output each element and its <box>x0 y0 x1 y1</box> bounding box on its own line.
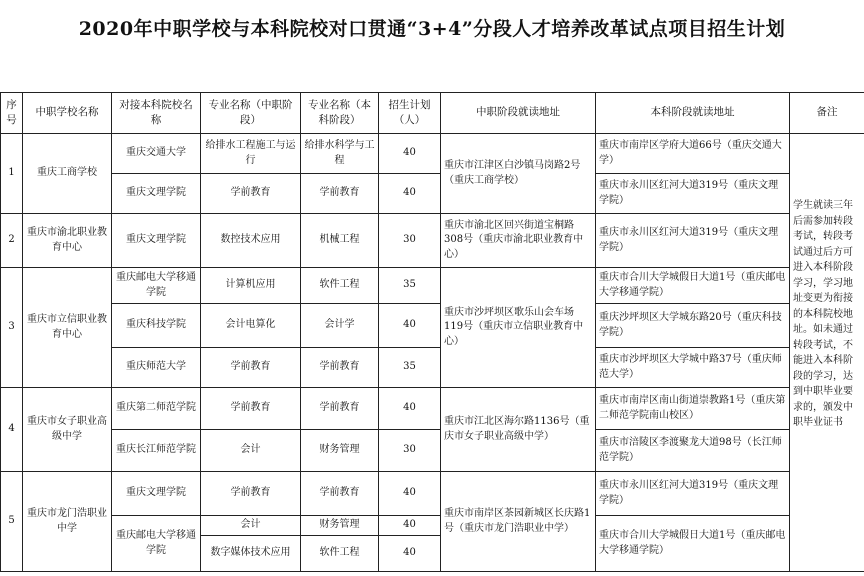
major-vocational-cell: 学前教育 <box>201 472 301 516</box>
university-cell: 重庆科技学院 <box>112 304 201 348</box>
seq-cell: 1 <box>1 134 23 214</box>
major-vocational-cell: 数字媒体技术应用 <box>201 536 301 572</box>
major-undergrad-cell: 软件工程 <box>301 536 379 572</box>
major-vocational-cell: 会计 <box>201 430 301 472</box>
major-vocational-cell: 学前教育 <box>201 174 301 214</box>
major-undergrad-cell: 学前教育 <box>301 388 379 430</box>
quota-cell: 40 <box>379 516 441 536</box>
address-undergrad-cell: 重庆市南岸区南山街道崇教路1号（重庆第二师范学院南山校区） <box>596 388 790 430</box>
address-vocational-cell: 重庆市江北区海尔路1136号（重庆市女子职业高级中学） <box>441 388 596 472</box>
table-row <box>1 348 864 388</box>
address-vocational-cell: 重庆市沙坪坝区歌乐山会车场119号（重庆市立信职业教育中心） <box>441 268 596 388</box>
header-address-undergrad: 本科阶段就读地址 <box>596 93 790 134</box>
table-row <box>1 472 864 516</box>
major-undergrad-cell: 学前教育 <box>301 472 379 516</box>
header-vocational-school: 中职学校名称 <box>23 93 112 134</box>
address-undergrad-cell: 重庆市永川区红河大道319号（重庆文理学院） <box>596 472 790 516</box>
quota-cell: 40 <box>379 536 441 572</box>
major-undergrad-cell: 学前教育 <box>301 348 379 388</box>
quota-cell: 40 <box>379 174 441 214</box>
header-quota: 招生计划（人） <box>379 93 441 134</box>
seq-cell: 5 <box>1 472 23 572</box>
school-cell: 重庆市女子职业高级中学 <box>23 388 112 472</box>
table-row <box>1 388 864 430</box>
major-vocational-cell: 会计 <box>201 516 301 536</box>
header-major-undergrad: 专业名称（本科阶段） <box>301 93 379 134</box>
seq-cell: 4 <box>1 388 23 472</box>
header-university: 对接本科院校名称 <box>112 93 201 134</box>
quota-cell: 40 <box>379 472 441 516</box>
quota-cell: 40 <box>379 134 441 174</box>
major-vocational-cell: 计算机应用 <box>201 268 301 304</box>
table-row <box>1 214 864 268</box>
header-seq: 序号 <box>1 93 23 134</box>
quota-cell: 35 <box>379 348 441 388</box>
quota-cell: 40 <box>379 304 441 348</box>
university-cell: 重庆文理学院 <box>112 174 201 214</box>
university-cell: 重庆邮电大学移通学院 <box>112 268 201 304</box>
university-cell: 重庆文理学院 <box>112 214 201 268</box>
major-vocational-cell: 学前教育 <box>201 388 301 430</box>
header-remark: 备注 <box>790 93 864 134</box>
major-vocational-cell: 会计电算化 <box>201 304 301 348</box>
school-cell: 重庆工商学校 <box>23 134 112 214</box>
university-cell: 重庆师范大学 <box>112 348 201 388</box>
table-row <box>1 134 864 174</box>
address-undergrad-cell: 重庆市永川区红河大道319号（重庆文理学院） <box>596 214 790 268</box>
table-row <box>1 430 864 472</box>
seq-cell: 2 <box>1 214 23 268</box>
table-row <box>1 516 864 536</box>
university-cell: 重庆交通大学 <box>112 134 201 174</box>
major-undergrad-cell: 软件工程 <box>301 268 379 304</box>
major-vocational-cell: 给排水工程施工与运行 <box>201 134 301 174</box>
address-undergrad-cell: 重庆市永川区红河大道319号（重庆文理学院） <box>596 174 790 214</box>
university-cell: 重庆第二师范学院 <box>112 388 201 430</box>
table-row <box>1 174 864 214</box>
address-vocational-cell: 重庆市江津区白沙镇马岗路2号（重庆工商学校） <box>441 134 596 214</box>
major-undergrad-cell: 给排水科学与工程 <box>301 134 379 174</box>
university-cell: 重庆长江师范学院 <box>112 430 201 472</box>
remark-cell: 学生就读三年后需参加转段考试，转段考试通过后方可进入本科阶段学习，学习地址变更为衔接的本科院校地址。如未通过转段考试，不能进入本科阶段的学习，达到中职毕业要求的，颁发中职毕业证书 <box>790 134 864 572</box>
quota-cell: 40 <box>379 388 441 430</box>
quota-cell: 35 <box>379 268 441 304</box>
address-undergrad-cell: 重庆市涪陵区李渡聚龙大道98号（长江师范学院） <box>596 430 790 472</box>
major-undergrad-cell: 会计学 <box>301 304 379 348</box>
header-address-vocational: 中职阶段就读地址 <box>441 93 596 134</box>
seq-cell: 3 <box>1 268 23 388</box>
document-title: 2020年中职学校与本科院校对口贯通“3+4”分段人才培养改革试点项目招生计划 <box>78 18 786 40</box>
enrollment-plan-table <box>0 92 864 572</box>
address-vocational-cell: 重庆市南岸区茶园新城区长庆路1号（重庆市龙门浩职业中学） <box>441 472 596 572</box>
address-undergrad-cell: 重庆市合川大学城假日大道1号（重庆邮电大学移通学院） <box>596 268 790 304</box>
table-row <box>1 268 864 304</box>
header-major-vocational: 专业名称（中职阶段） <box>201 93 301 134</box>
address-undergrad-cell: 重庆市合川大学城假日大道1号（重庆邮电大学移通学院） <box>596 516 790 572</box>
quota-cell: 30 <box>379 214 441 268</box>
address-undergrad-cell: 重庆沙坪坝区大学城东路20号（重庆科技学院） <box>596 304 790 348</box>
major-undergrad-cell: 机械工程 <box>301 214 379 268</box>
address-vocational-cell: 重庆市渝北区回兴街道宝桐路308号（重庆市渝北职业教育中心） <box>441 214 596 268</box>
quota-cell: 30 <box>379 430 441 472</box>
school-cell: 重庆市渝北职业教育中心 <box>23 214 112 268</box>
major-vocational-cell: 学前教育 <box>201 348 301 388</box>
major-undergrad-cell: 学前教育 <box>301 174 379 214</box>
address-undergrad-cell: 重庆市沙坪坝区大学城中路37号（重庆师范大学） <box>596 348 790 388</box>
address-undergrad-cell: 重庆市南岸区学府大道66号（重庆交通大学） <box>596 134 790 174</box>
university-cell: 重庆邮电大学移通学院 <box>112 516 201 572</box>
university-cell: 重庆文理学院 <box>112 472 201 516</box>
major-vocational-cell: 数控技术应用 <box>201 214 301 268</box>
major-undergrad-cell: 财务管理 <box>301 430 379 472</box>
header-row <box>1 93 864 134</box>
school-cell: 重庆市龙门浩职业中学 <box>23 472 112 572</box>
table-row <box>1 304 864 348</box>
major-undergrad-cell: 财务管理 <box>301 516 379 536</box>
school-cell: 重庆市立信职业教育中心 <box>23 268 112 388</box>
